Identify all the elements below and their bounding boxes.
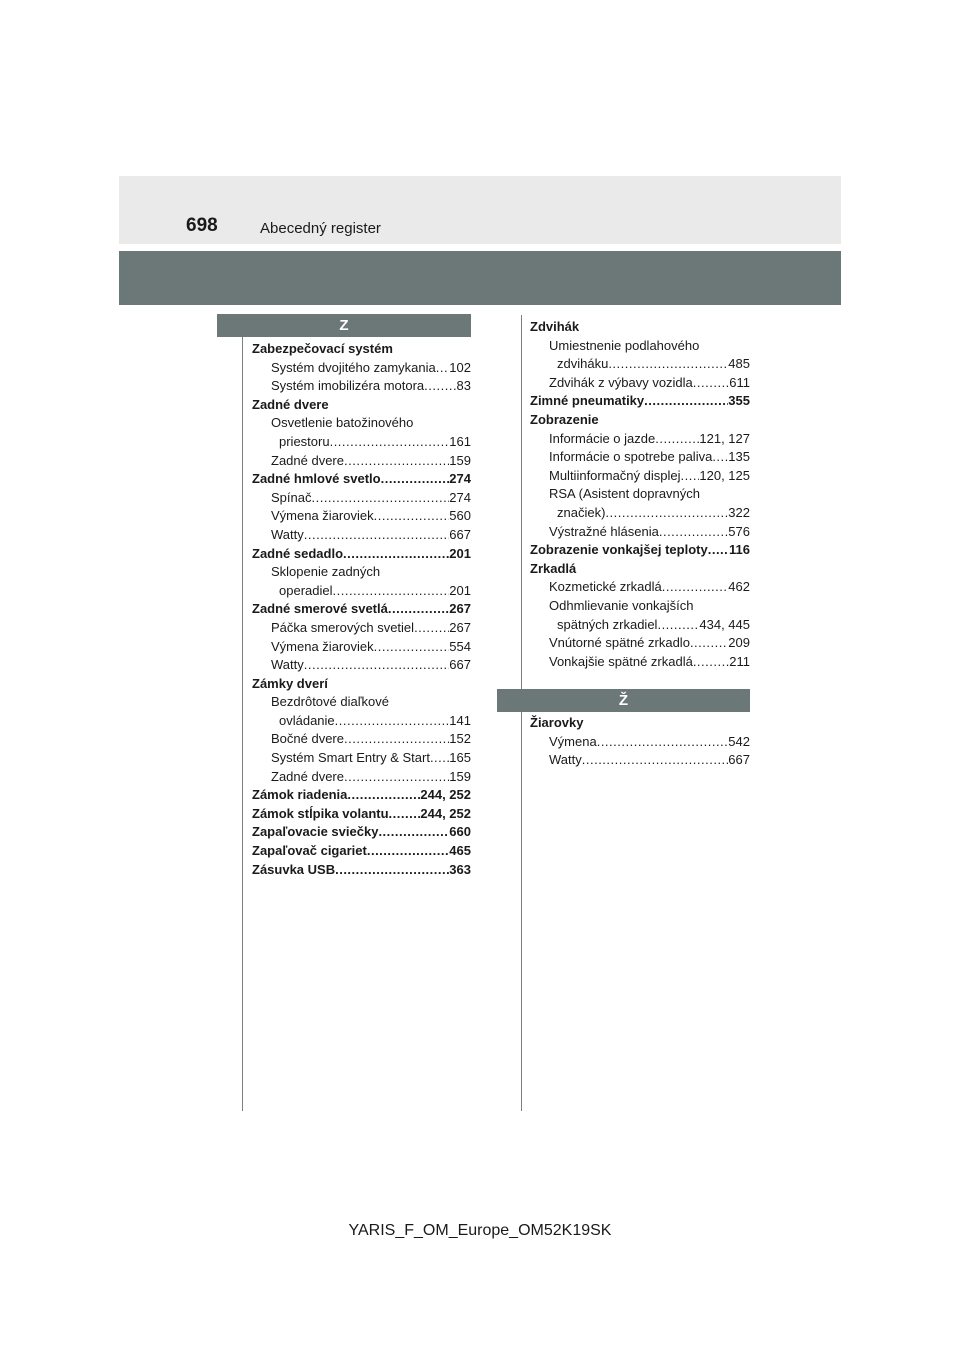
dot-leader: [693, 374, 729, 393]
dot-leader: [657, 616, 699, 635]
entry-text: Zapaľovač cigariet: [252, 843, 367, 859]
entry-text: Watty: [549, 752, 582, 768]
index-subentry: [252, 489, 471, 508]
dot-leader: [343, 545, 449, 564]
entry-text: Osvetlenie batožinového: [271, 415, 414, 431]
index-subentry: [530, 485, 750, 504]
entry-page-ref: 165: [449, 750, 471, 766]
index-subentry: [530, 733, 750, 752]
entry-text: Bezdrôtové diaľkové: [271, 694, 389, 710]
entry-text: Systém dvojitého zamykania: [271, 359, 436, 375]
entry-text: Páčka smerových svetiel: [271, 619, 415, 635]
index-subentry: [252, 507, 471, 526]
index-subentry: [252, 452, 471, 471]
entry-text: Vonkajšie spätné zrkadlá: [549, 653, 693, 669]
entry-text: Vnútorné spätné zrkadlo: [549, 635, 690, 651]
dot-leader: [330, 433, 450, 452]
dot-leader: [681, 467, 700, 486]
entry-page-ref: 363: [449, 861, 471, 877]
index-entry-heading: [252, 805, 471, 824]
letter-bar-z: Z: [217, 314, 471, 337]
dot-leader: [414, 619, 449, 638]
column-divider-right: [521, 315, 522, 1111]
index-subentry: [530, 467, 750, 486]
entry-text: Umiestnenie podlahového: [549, 337, 700, 353]
dot-leader: [335, 861, 449, 880]
index-subentry: [252, 414, 471, 433]
entry-page-ref: 135: [728, 449, 750, 465]
entry-text: Systém Smart Entry & Start: [271, 750, 430, 766]
index-column-right-z-caron: [530, 714, 750, 770]
document-code-footer: YARIS_F_OM_Europe_OM52K19SK: [348, 1222, 612, 1239]
entry-page-ref: 121, 127: [699, 430, 750, 446]
index-subentry: [252, 693, 471, 712]
index-entry-heading: [530, 318, 750, 337]
index-subentry: [252, 377, 471, 396]
dot-leader: [659, 523, 728, 542]
entry-text: Kozmetické zrkadlá: [549, 579, 662, 595]
dot-leader: [708, 541, 729, 560]
entry-page-ref: 560: [449, 508, 471, 524]
index-subentry: [252, 638, 471, 657]
entry-text: Výmena žiaroviek: [271, 638, 374, 654]
entry-text: Zdvihák z výbavy vozidla: [549, 374, 693, 390]
entry-text: Zadné sedadlo: [252, 545, 344, 561]
entry-page-ref: 660: [449, 824, 471, 840]
column-divider-left: [242, 315, 243, 1111]
header-band: [119, 176, 841, 244]
entry-page-ref: 159: [449, 768, 471, 784]
entry-text: Zapaľovacie sviečky: [252, 824, 379, 840]
entry-text: Systém imobilizéra motora: [271, 378, 425, 394]
index-subentry: [252, 433, 471, 452]
entry-text: Multiinformačný displej: [549, 467, 681, 483]
dot-leader: [712, 448, 728, 467]
dot-leader: [693, 653, 729, 672]
entry-text: Watty: [271, 526, 304, 542]
index-entry-heading: [530, 392, 750, 411]
dot-leader: [690, 634, 728, 653]
index-subentry: [252, 712, 471, 731]
index-entry-heading: [252, 675, 471, 694]
entry-text: Zadné dvere: [252, 396, 329, 412]
index-subentry: [530, 653, 750, 672]
entry-page-ref: 83: [456, 378, 471, 394]
entry-page-ref: 244, 252: [420, 787, 471, 803]
entry-page-ref: 152: [449, 731, 471, 747]
dot-leader: [644, 392, 728, 411]
entry-page-ref: 161: [449, 433, 471, 449]
index-subentry: [530, 634, 750, 653]
index-entry-heading: [530, 560, 750, 579]
index-entry-heading: [252, 842, 471, 861]
entry-page-ref: 554: [449, 638, 471, 654]
dot-leader: [597, 733, 729, 752]
entry-text: Zadné smerové svetlá: [252, 601, 388, 617]
entry-page-ref: 462: [728, 579, 750, 595]
dot-leader: [335, 712, 450, 731]
dot-leader: [333, 582, 450, 601]
dot-leader: [582, 751, 729, 770]
index-column-right-z: [530, 318, 750, 671]
entry-page-ref: 116: [729, 542, 750, 558]
index-subentry: [252, 563, 471, 582]
entry-text: Informácie o spotrebe paliva: [549, 449, 713, 465]
entry-page-ref: 201: [449, 582, 471, 598]
entry-page-ref: 485: [728, 356, 750, 372]
entry-text: RSA (Asistent dopravných: [549, 486, 701, 502]
entry-text: Zámok stĺpika volantu: [252, 805, 389, 821]
index-subentry: [252, 768, 471, 787]
entry-text: zdviháku: [557, 356, 609, 372]
index-subentry: [530, 616, 750, 635]
entry-text: Zadné dvere: [271, 452, 344, 468]
entry-page-ref: 211: [729, 653, 750, 669]
page-number: 698: [186, 215, 218, 236]
dot-leader: [347, 786, 420, 805]
entry-page-ref: 209: [728, 635, 750, 651]
entry-text: Zámok riadenia: [252, 787, 348, 803]
entry-text: priestoru: [279, 433, 330, 449]
index-subentry: [530, 355, 750, 374]
entry-text: Odhmlievanie vonkajších: [549, 597, 694, 613]
entry-text: operadiel: [279, 582, 333, 598]
entry-text: Výmena: [549, 733, 597, 749]
index-subentry: [252, 582, 471, 601]
entry-page-ref: 355: [728, 393, 750, 409]
entry-text: Zásuvka USB: [252, 861, 336, 877]
entry-page-ref: 465: [449, 843, 471, 859]
entry-page-ref: 611: [729, 374, 750, 390]
index-subentry: [252, 749, 471, 768]
index-subentry: [530, 751, 750, 770]
index-subentry: [530, 504, 750, 523]
dot-leader: [367, 842, 449, 861]
entry-page-ref: 159: [449, 452, 471, 468]
entry-text: Watty: [271, 657, 304, 673]
entry-text: Sklopenie zadných: [271, 564, 381, 580]
entry-text: značiek): [557, 504, 606, 520]
entry-page-ref: 434, 445: [699, 616, 750, 632]
entry-text: Zabezpečovací systém: [252, 341, 393, 356]
entry-text: Zobrazenie vonkajšej teploty: [530, 542, 708, 558]
dot-leader: [311, 489, 449, 508]
entry-text: Zadné dvere: [271, 768, 344, 784]
entry-text: Žiarovky: [530, 715, 584, 730]
dot-leader: [344, 452, 449, 471]
index-subentry: [252, 656, 471, 675]
entry-text: Zámky dverí: [252, 675, 328, 691]
dot-leader: [304, 656, 450, 675]
index-entry-heading: [530, 541, 750, 560]
dot-leader: [304, 526, 450, 545]
dot-leader: [378, 823, 449, 842]
entry-text: Zrkadlá: [530, 560, 577, 576]
entry-page-ref: 576: [728, 523, 750, 539]
entry-text: Výmena žiaroviek: [271, 508, 374, 524]
dot-leader: [430, 749, 449, 768]
index-entry-heading: [252, 545, 471, 564]
entry-page-ref: 267: [449, 601, 471, 617]
entry-page-ref: 141: [449, 712, 471, 728]
index-subentry: [252, 730, 471, 749]
index-column-left: [252, 340, 471, 879]
entry-page-ref: 267: [449, 619, 471, 635]
entry-text: Zdvihák: [530, 319, 580, 334]
entry-text: spätných zrkadiel: [557, 616, 658, 632]
entry-text: Spínač: [271, 489, 312, 505]
index-subentry: [530, 597, 750, 616]
index-subentry: [530, 578, 750, 597]
entry-page-ref: 274: [449, 489, 471, 505]
index-entry-heading: [252, 340, 471, 359]
entry-page-ref: 667: [728, 752, 750, 768]
index-entry-heading: [530, 714, 750, 733]
index-entry-heading: [252, 786, 471, 805]
dot-leader: [388, 600, 449, 619]
entry-text: ovládanie: [279, 712, 335, 728]
dot-leader: [605, 504, 728, 523]
section-title: Abecedný register: [260, 220, 381, 237]
index-entry-heading: [252, 823, 471, 842]
index-subentry: [530, 430, 750, 449]
entry-text: Zimné pneumatiky: [530, 393, 645, 409]
index-entry-heading: [530, 411, 750, 430]
entry-page-ref: 667: [449, 526, 471, 542]
dot-leader: [389, 805, 421, 824]
entry-text: Zobrazenie: [530, 411, 599, 427]
header-dark-band: [119, 251, 841, 305]
index-subentry: [530, 523, 750, 542]
index-subentry: [252, 526, 471, 545]
letter-bar-z-caron: Ž: [497, 689, 750, 712]
index-entry-heading: [252, 600, 471, 619]
entry-page-ref: 120, 125: [699, 467, 750, 483]
dot-leader: [344, 768, 449, 787]
dot-leader: [374, 507, 450, 526]
index-subentry: [530, 448, 750, 467]
entry-text: Bočné dvere: [271, 731, 344, 747]
dot-leader: [424, 377, 456, 396]
dot-leader: [608, 355, 728, 374]
index-entry-heading: [252, 396, 471, 415]
index-subentry: [252, 359, 471, 378]
entry-page-ref: 667: [449, 657, 471, 673]
entry-page-ref: 201: [449, 545, 471, 561]
entry-text: Zadné hmlové svetlo: [252, 471, 381, 487]
dot-leader: [655, 430, 699, 449]
index-subentry: [530, 337, 750, 356]
index-subentry: [252, 619, 471, 638]
index-entry-heading: [252, 861, 471, 880]
dot-leader: [381, 470, 450, 489]
entry-page-ref: 274: [449, 471, 471, 487]
dot-leader: [662, 578, 729, 597]
dot-leader: [436, 359, 450, 378]
entry-text: Výstražné hlásenia: [549, 523, 659, 539]
entry-text: Informácie o jazde: [549, 430, 656, 446]
index-entry-heading: [252, 470, 471, 489]
entry-page-ref: 244, 252: [420, 805, 471, 821]
index-subentry: [530, 374, 750, 393]
dot-leader: [344, 730, 449, 749]
entry-page-ref: 102: [449, 359, 471, 375]
entry-page-ref: 322: [728, 504, 750, 520]
dot-leader: [374, 638, 450, 657]
entry-page-ref: 542: [728, 733, 750, 749]
